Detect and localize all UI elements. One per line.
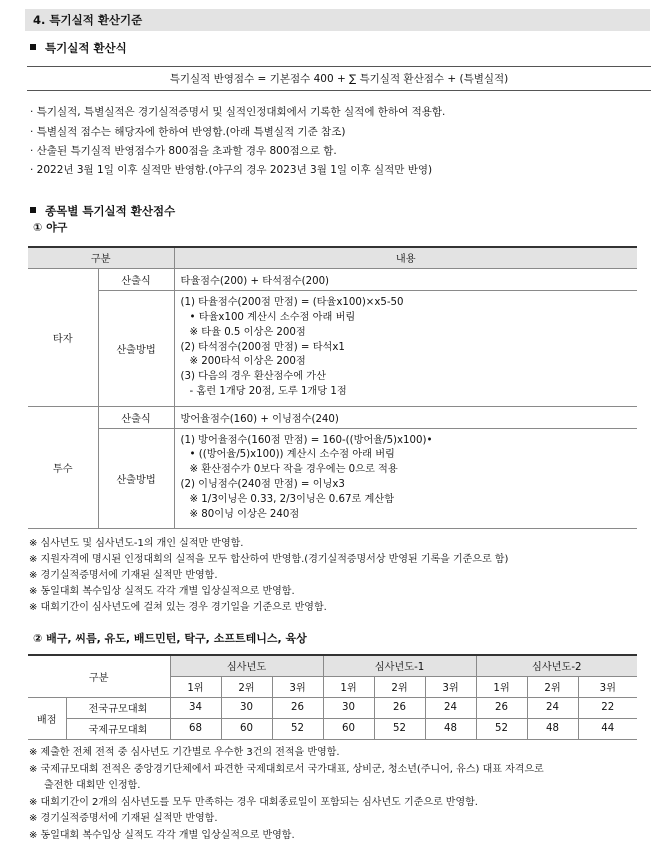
year-header: 심사년도-2 [476,655,637,676]
baseball-note: ※ 대회기간이 심사년도에 걸쳐 있는 경우 경기일을 기준으로 반영함. [29,602,327,613]
row-group-label: 배점 [28,697,66,739]
score-cell: 52 [272,718,323,739]
year-header: 심사년도 [170,655,323,676]
method-line: ※ 80이닝 이상은 240점 [189,508,300,520]
score-cell: 34 [170,697,221,718]
score-cell: 30 [221,697,272,718]
method-line: ※ 200타석 이상은 200점 [189,356,306,368]
calc-bullet: · 산출된 특기실적 반영점수가 800점을 초과할 경우 800점으로 함. [30,145,337,157]
header-content: 내용 [174,247,637,268]
batter-method-label: 산출방법 [98,290,174,406]
table-row [28,697,637,718]
table-row [28,718,637,739]
score-cell: 52 [476,718,527,739]
rank-header: 1위 [170,676,221,697]
rank-header: 2위 [221,676,272,697]
others-header-category: 구분 [28,655,170,697]
calc-bullet: · 특별실적 점수는 해당자에 한하여 반영함.(아래 특별실적 기준 참조) [30,126,346,138]
row-label: 전국규모대회 [66,697,170,718]
method-line: • ((방어율/5)x100)) 계산시 소수점 아래 버림 [189,449,395,461]
section-title: 4. 특기실적 환산기준 [25,9,650,31]
others-title: ② 배구, 씨름, 유도, 배드민턴, 탁구, 소프트테니스, 육상 [33,632,307,645]
score-cell: 60 [323,718,374,739]
event-heading [30,203,175,219]
method-line: (2) 타석점수(200점 만점) = 타석x1 [180,341,345,353]
others-note: ※ 경기실적증명서에 기재된 실적만 반영함. [29,813,218,824]
score-cell: 24 [527,697,578,718]
rank-header: 1위 [323,676,374,697]
row-label: 국제규모대회 [66,718,170,739]
batter-label: 타자 [28,268,98,406]
baseball-note: ※ 지원자격에 명시된 인정대회의 실적을 모두 합산하여 반영함.(경기실적증명서상 반영된 기록을 기준으로 함) [29,554,509,565]
score-cell: 24 [425,697,476,718]
score-cell: 26 [476,697,527,718]
score-cell: 68 [170,718,221,739]
baseball-note: ※ 심사년도 및 심사년도-1의 개인 실적만 반영함. [29,538,244,549]
rank-header: 2위 [527,676,578,697]
rank-header: 3위 [425,676,476,697]
others-note: ※ 제출한 전체 전적 중 심사년도 기간별로 우수한 3건의 전적을 반영함. [29,747,340,758]
method-line: (1) 방어율점수(160점 만점) = 160-((방어율/5)x100)• [180,434,433,446]
score-cell: 26 [374,697,425,718]
calc-bullet: · 2022년 3월 1일 이후 실적만 반영함.(야구의 경우 2023년 3월 1일 이후 실적만 반영) [30,164,433,176]
method-line: ※ 1/3이닝은 0.33, 2/3이닝은 0.67로 계산함 [189,493,395,505]
score-cell: 48 [425,718,476,739]
method-line: (3) 다음의 경우 환산점수에 가산 [180,371,326,383]
others-note: ※ 대회기간이 2개의 심사년도를 모두 만족하는 경우 대회종료일이 포함되는 심사년도 기준으로 반영함. [29,797,478,808]
square-bullet-icon [30,207,36,213]
method-line: (2) 이닝점수(240점 만점) = 이닝x3 [180,479,345,490]
calc-bullet: · 특기실적, 특별실적은 경기실적증명서 및 실적인정대회에서 기록한 실적에 한하여 적용함. [30,106,446,118]
baseball-note: ※ 경기실적증명서에 기재된 실적만 반영함. [29,570,218,581]
score-cell: 30 [323,697,374,718]
others-note-continued: 출전한 대회만 인정함. [44,780,141,791]
rank-header: 1위 [476,676,527,697]
baseball-note: ※ 동일대회 복수입상 실적도 각각 개별 입상실적으로 반영함. [29,586,295,597]
header-category: 구분 [28,247,174,268]
rank-header: 3위 [272,676,323,697]
score-cell: 26 [272,697,323,718]
pitcher-formula: 방어율점수(160) + 이닝점수(240) [174,406,637,428]
method-line: • 타율x100 계산시 소수점 아래 버림 [189,312,356,323]
square-bullet-icon [30,44,36,50]
batter-formula-label: 산출식 [98,268,174,290]
calc-heading [30,40,127,56]
method-line: - 홈런 1개당 20점, 도루 1개당 1점 [189,385,347,397]
others-table [28,654,637,740]
rank-header: 3위 [578,676,637,697]
pitcher-method-label: 산출방법 [98,428,174,528]
score-cell: 52 [374,718,425,739]
score-cell: 44 [578,718,637,739]
batter-formula: 타율점수(200) + 타석점수(200) [174,268,637,290]
score-cell: 60 [221,718,272,739]
baseball-table [28,246,637,529]
event-heading-text: 종목별 특기실적 환산점수 [45,204,176,218]
score-cell: 22 [578,697,637,718]
batter-method [174,290,637,406]
others-note: ※ 동일대회 복수입상 실적도 각각 개별 입상실적으로 반영함. [29,830,295,841]
baseball-title: ① 야구 [33,221,68,234]
score-cell: 48 [527,718,578,739]
others-note: ※ 국제규모대회 전적은 중앙경기단체에서 파견한 국제대회로서 국가대표, 상비군, 청소년(주니어, 유스) 대표 자격으로 [29,764,544,775]
method-line: ※ 타율 0.5 이상은 200점 [189,326,306,338]
pitcher-method [174,428,637,528]
pitcher-label: 투수 [28,406,98,528]
method-line: (1) 타율점수(200점 만점) = (타율x100)×x5-50 [180,297,404,309]
calc-heading-text: 특기실적 환산식 [45,41,127,55]
formula-box: 특기실적 반영점수 = 기본점수 400 + ∑ 특기실적 환산점수 + (특별실적) [27,66,651,91]
year-header: 심사년도-1 [323,655,476,676]
rank-header: 2위 [374,676,425,697]
method-line: ※ 환산점수가 0보다 작을 경우에는 0으로 적용 [189,464,398,476]
pitcher-formula-label: 산출식 [98,406,174,428]
